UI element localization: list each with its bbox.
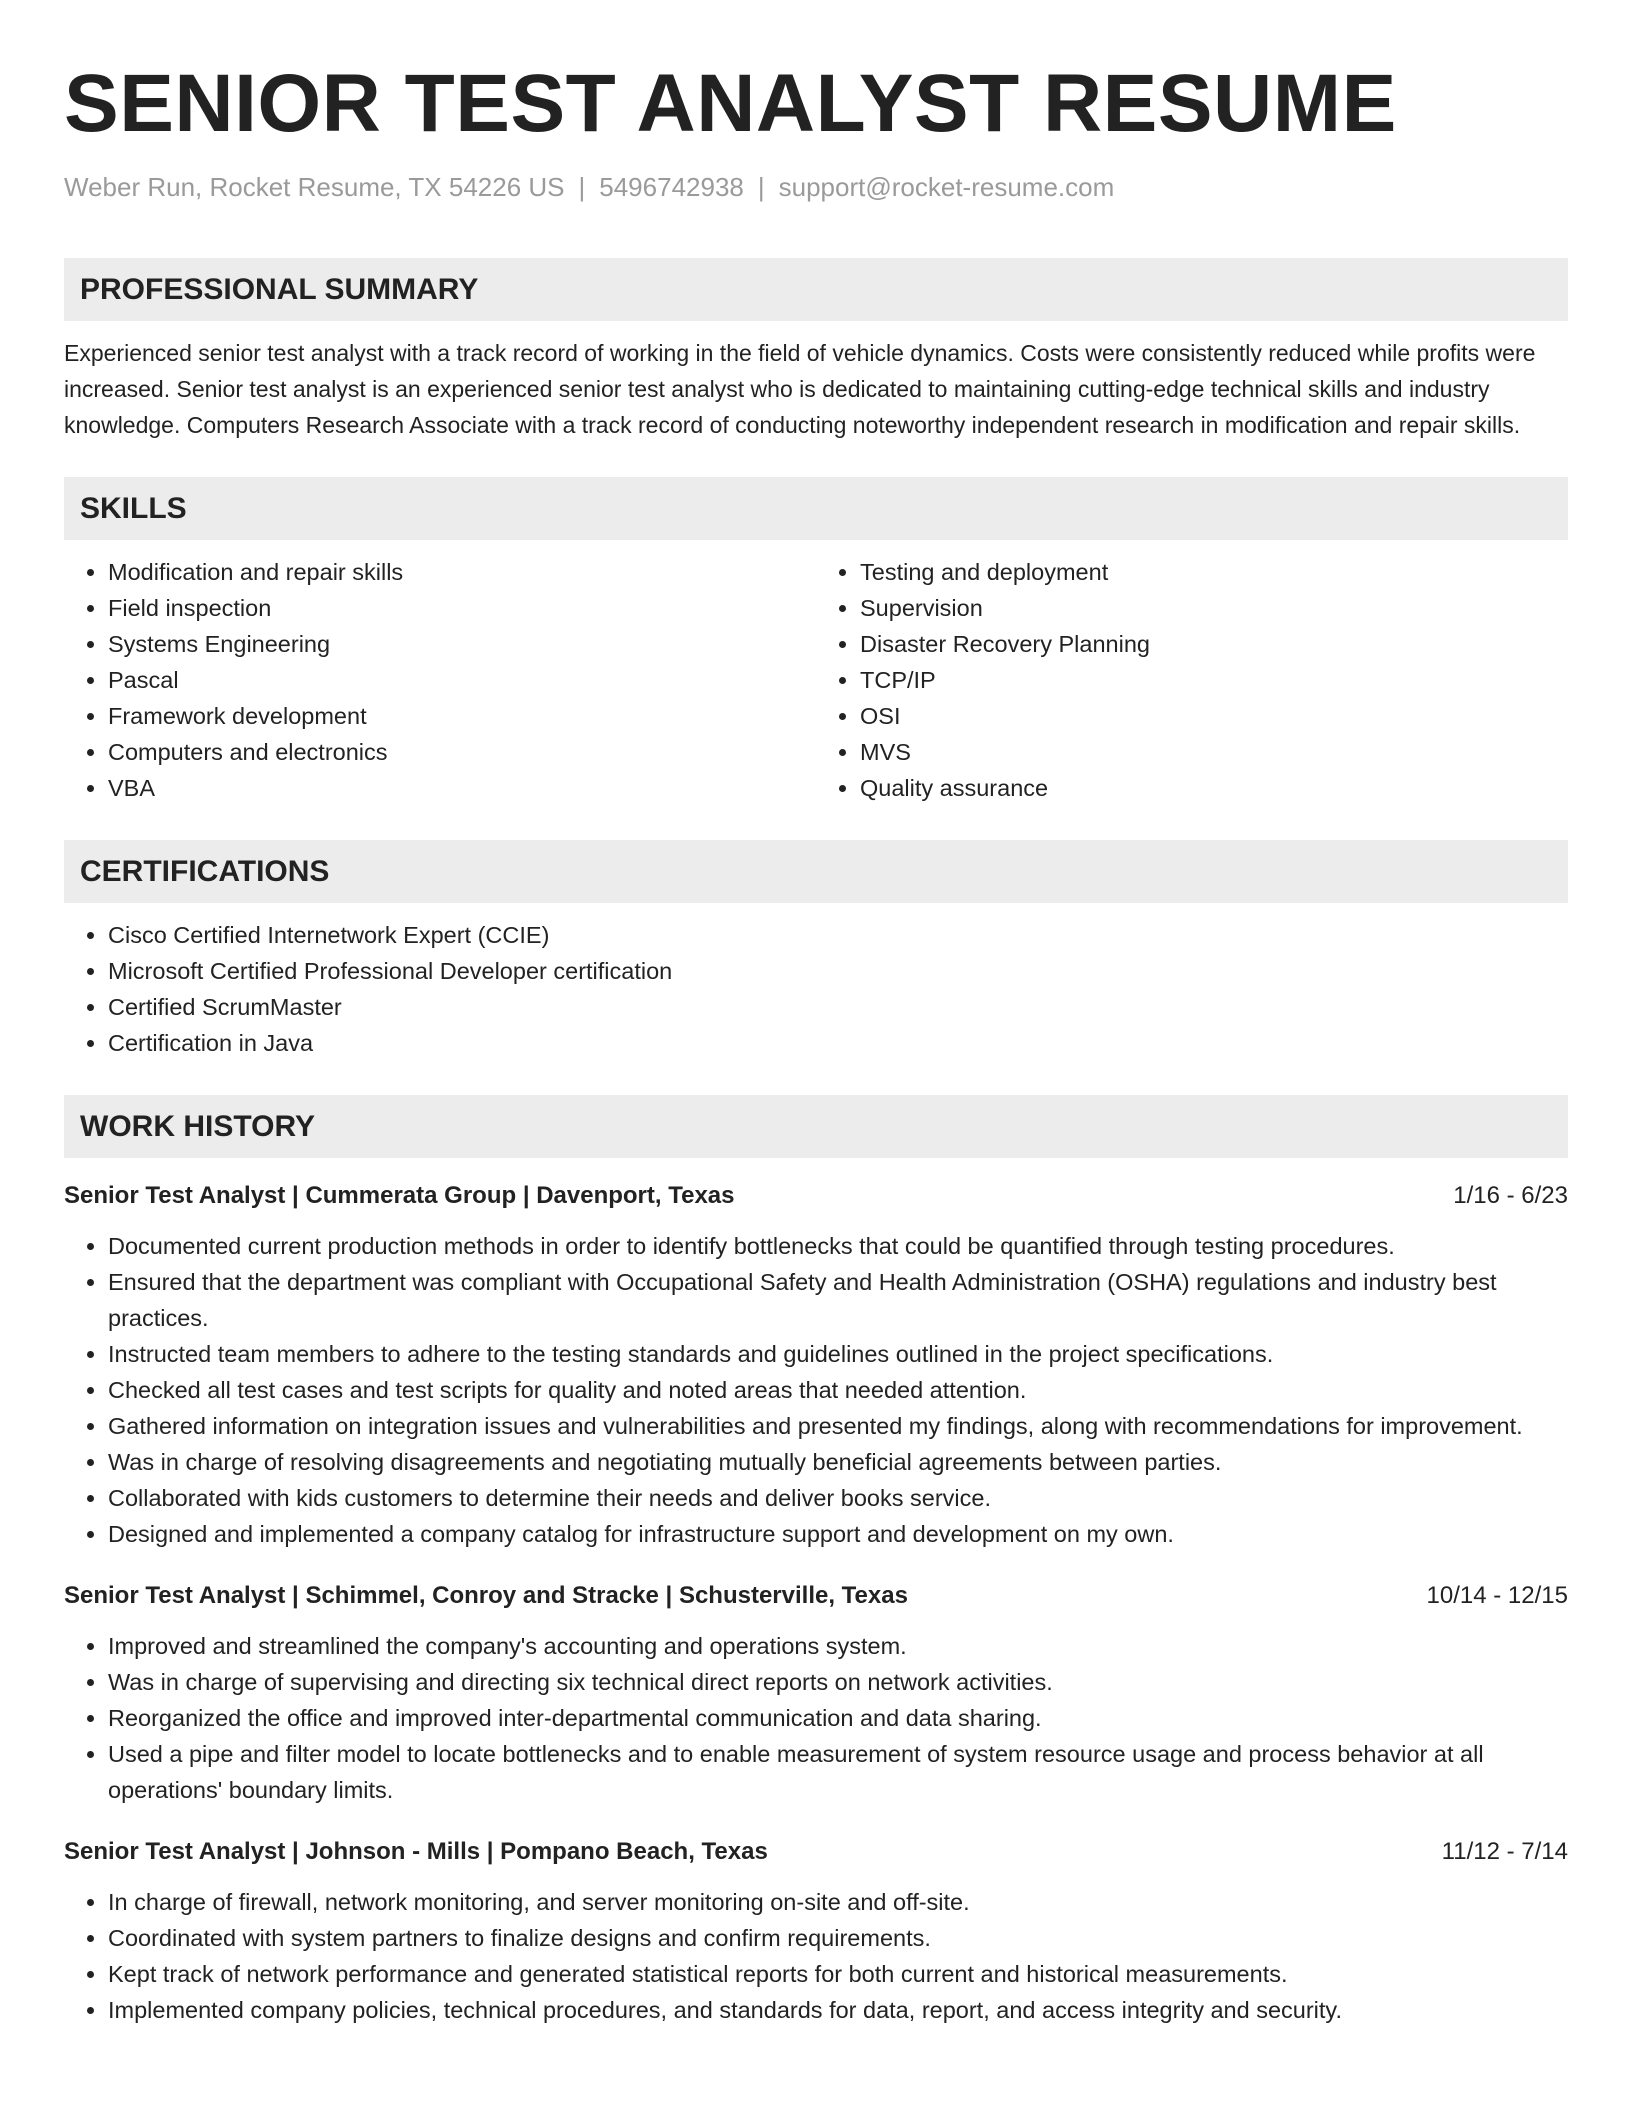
certification-item: • Microsoft Certified Professional Developer certification <box>108 953 1568 989</box>
skills-list-right <box>816 554 1568 806</box>
job-dates: 1/16 - 6/23 <box>1453 1182 1568 1209</box>
certification-item: • Cisco Certified Internetwork Expert (CCIE) <box>108 917 1568 953</box>
job-title: Senior Test Analyst | Cummerata Group | Davenport, Texas <box>64 1182 735 1209</box>
job-entry <box>64 1578 1568 1808</box>
job-bullet: • Kept track of network performance and generated statistical reports for both current and historical measurements. <box>108 1956 1568 1992</box>
job-header <box>64 1578 1568 1614</box>
skill-item: • Disaster Recovery Planning <box>860 626 1568 662</box>
section-heading-summary: PROFESSIONAL SUMMARY <box>64 258 1568 321</box>
job-bullet: • Documented current production methods in order to identify bottlenecks that could be quantified through testing procedures. <box>108 1228 1568 1264</box>
skill-item: • Systems Engineering <box>108 626 816 662</box>
skill-item: • Field inspection <box>108 590 816 626</box>
section-heading-skills: SKILLS <box>64 477 1568 540</box>
job-dates: 11/12 - 7/14 <box>1441 1838 1568 1865</box>
resume-title: SENIOR TEST ANALYST RESUME <box>64 58 1397 149</box>
job-bullet: • Checked all test cases and test scripts for quality and noted areas that needed attention. <box>108 1372 1568 1408</box>
summary-section <box>64 258 1568 443</box>
skill-item: • Modification and repair skills <box>108 554 816 590</box>
skills-list-left <box>64 554 816 806</box>
skill-item: • Quality assurance <box>860 770 1568 806</box>
job-entry <box>64 1178 1568 1552</box>
contact-separator: | <box>757 172 765 202</box>
skill-item: • Pascal <box>108 662 816 698</box>
job-dates: 10/14 - 12/15 <box>1426 1582 1568 1609</box>
section-heading-work-history: WORK HISTORY <box>64 1095 1568 1158</box>
contact-address: Weber Run, Rocket Resume, TX 54226 US <box>64 172 565 202</box>
certifications-list <box>64 917 1568 1061</box>
section-heading-certifications: CERTIFICATIONS <box>64 840 1568 903</box>
job-header <box>64 1834 1568 1870</box>
skill-item: • Supervision <box>860 590 1568 626</box>
certification-item: • Certification in Java <box>108 1025 1568 1061</box>
contact-separator: | <box>578 172 586 202</box>
job-bullet: • Designed and implemented a company catalog for infrastructure support and development on my own. <box>108 1516 1568 1552</box>
summary-text: Experienced senior test analyst with a track record of working in the field of vehicle dynamics. Costs were consistently reduced while profits were increased. Senior test analyst is an experienced senior test analyst who is dedicated to maintaining cutting-edge technical skills and industry knowledge. Computers Research Associate with a track record of conducting noteworthy independent research in modification and repair skills. <box>64 340 1536 438</box>
job-bullet: • Used a pipe and filter model to locate bottlenecks and to enable measurement of system resource usage and process behavior at all operations' boundary limits. <box>108 1736 1568 1808</box>
job-bullet: • Reorganized the office and improved inter-departmental communication and data sharing. <box>108 1700 1568 1736</box>
job-title: Senior Test Analyst | Johnson - Mills | Pompano Beach, Texas <box>64 1838 768 1865</box>
job-header <box>64 1178 1568 1214</box>
skill-item: • TCP/IP <box>860 662 1568 698</box>
skill-item: • Computers and electronics <box>108 734 816 770</box>
job-title: Senior Test Analyst | Schimmel, Conroy and Stracke | Schusterville, Texas <box>64 1582 908 1609</box>
job-bullet: • Was in charge of resolving disagreements and negotiating mutually beneficial agreements between parties. <box>108 1444 1568 1480</box>
job-bullets <box>64 1628 1568 1808</box>
contact-line <box>64 170 1568 204</box>
job-bullet: • Ensured that the department was compliant with Occupational Safety and Health Administration (OSHA) regulations and industry best practices. <box>108 1264 1568 1336</box>
skills-section <box>64 477 1568 806</box>
contact-email: support@rocket-resume.com <box>778 172 1115 202</box>
skill-item: • MVS <box>860 734 1568 770</box>
job-bullet: • Improved and streamlined the company's accounting and operations system. <box>108 1628 1568 1664</box>
job-bullet: • Coordinated with system partners to finalize designs and confirm requirements. <box>108 1920 1568 1956</box>
job-bullet: • Collaborated with kids customers to determine their needs and deliver books service. <box>108 1480 1568 1516</box>
job-bullet: • Was in charge of supervising and directing six technical direct reports on network activities. <box>108 1664 1568 1700</box>
certifications-section <box>64 840 1568 1061</box>
certification-item: • Certified ScrumMaster <box>108 989 1568 1025</box>
job-bullets <box>64 1228 1568 1552</box>
skill-item: • OSI <box>860 698 1568 734</box>
skill-item: • VBA <box>108 770 816 806</box>
job-bullet: • In charge of firewall, network monitoring, and server monitoring on-site and off-site. <box>108 1884 1568 1920</box>
contact-phone: 5496742938 <box>599 172 744 202</box>
skill-item: • Framework development <box>108 698 816 734</box>
job-bullet: • Instructed team members to adhere to the testing standards and guidelines outlined in the project specifications. <box>108 1336 1568 1372</box>
skills-grid <box>64 554 1568 806</box>
skill-item: • Testing and deployment <box>860 554 1568 590</box>
job-bullets <box>64 1884 1568 2028</box>
job-bullet: • Gathered information on integration issues and vulnerabilities and presented my findings, along with recommendations for improvement. <box>108 1408 1568 1444</box>
job-entry <box>64 1834 1568 2028</box>
work-history-section <box>64 1095 1568 2028</box>
job-bullet: • Implemented company policies, technical procedures, and standards for data, report, and access integrity and security. <box>108 1992 1568 2028</box>
